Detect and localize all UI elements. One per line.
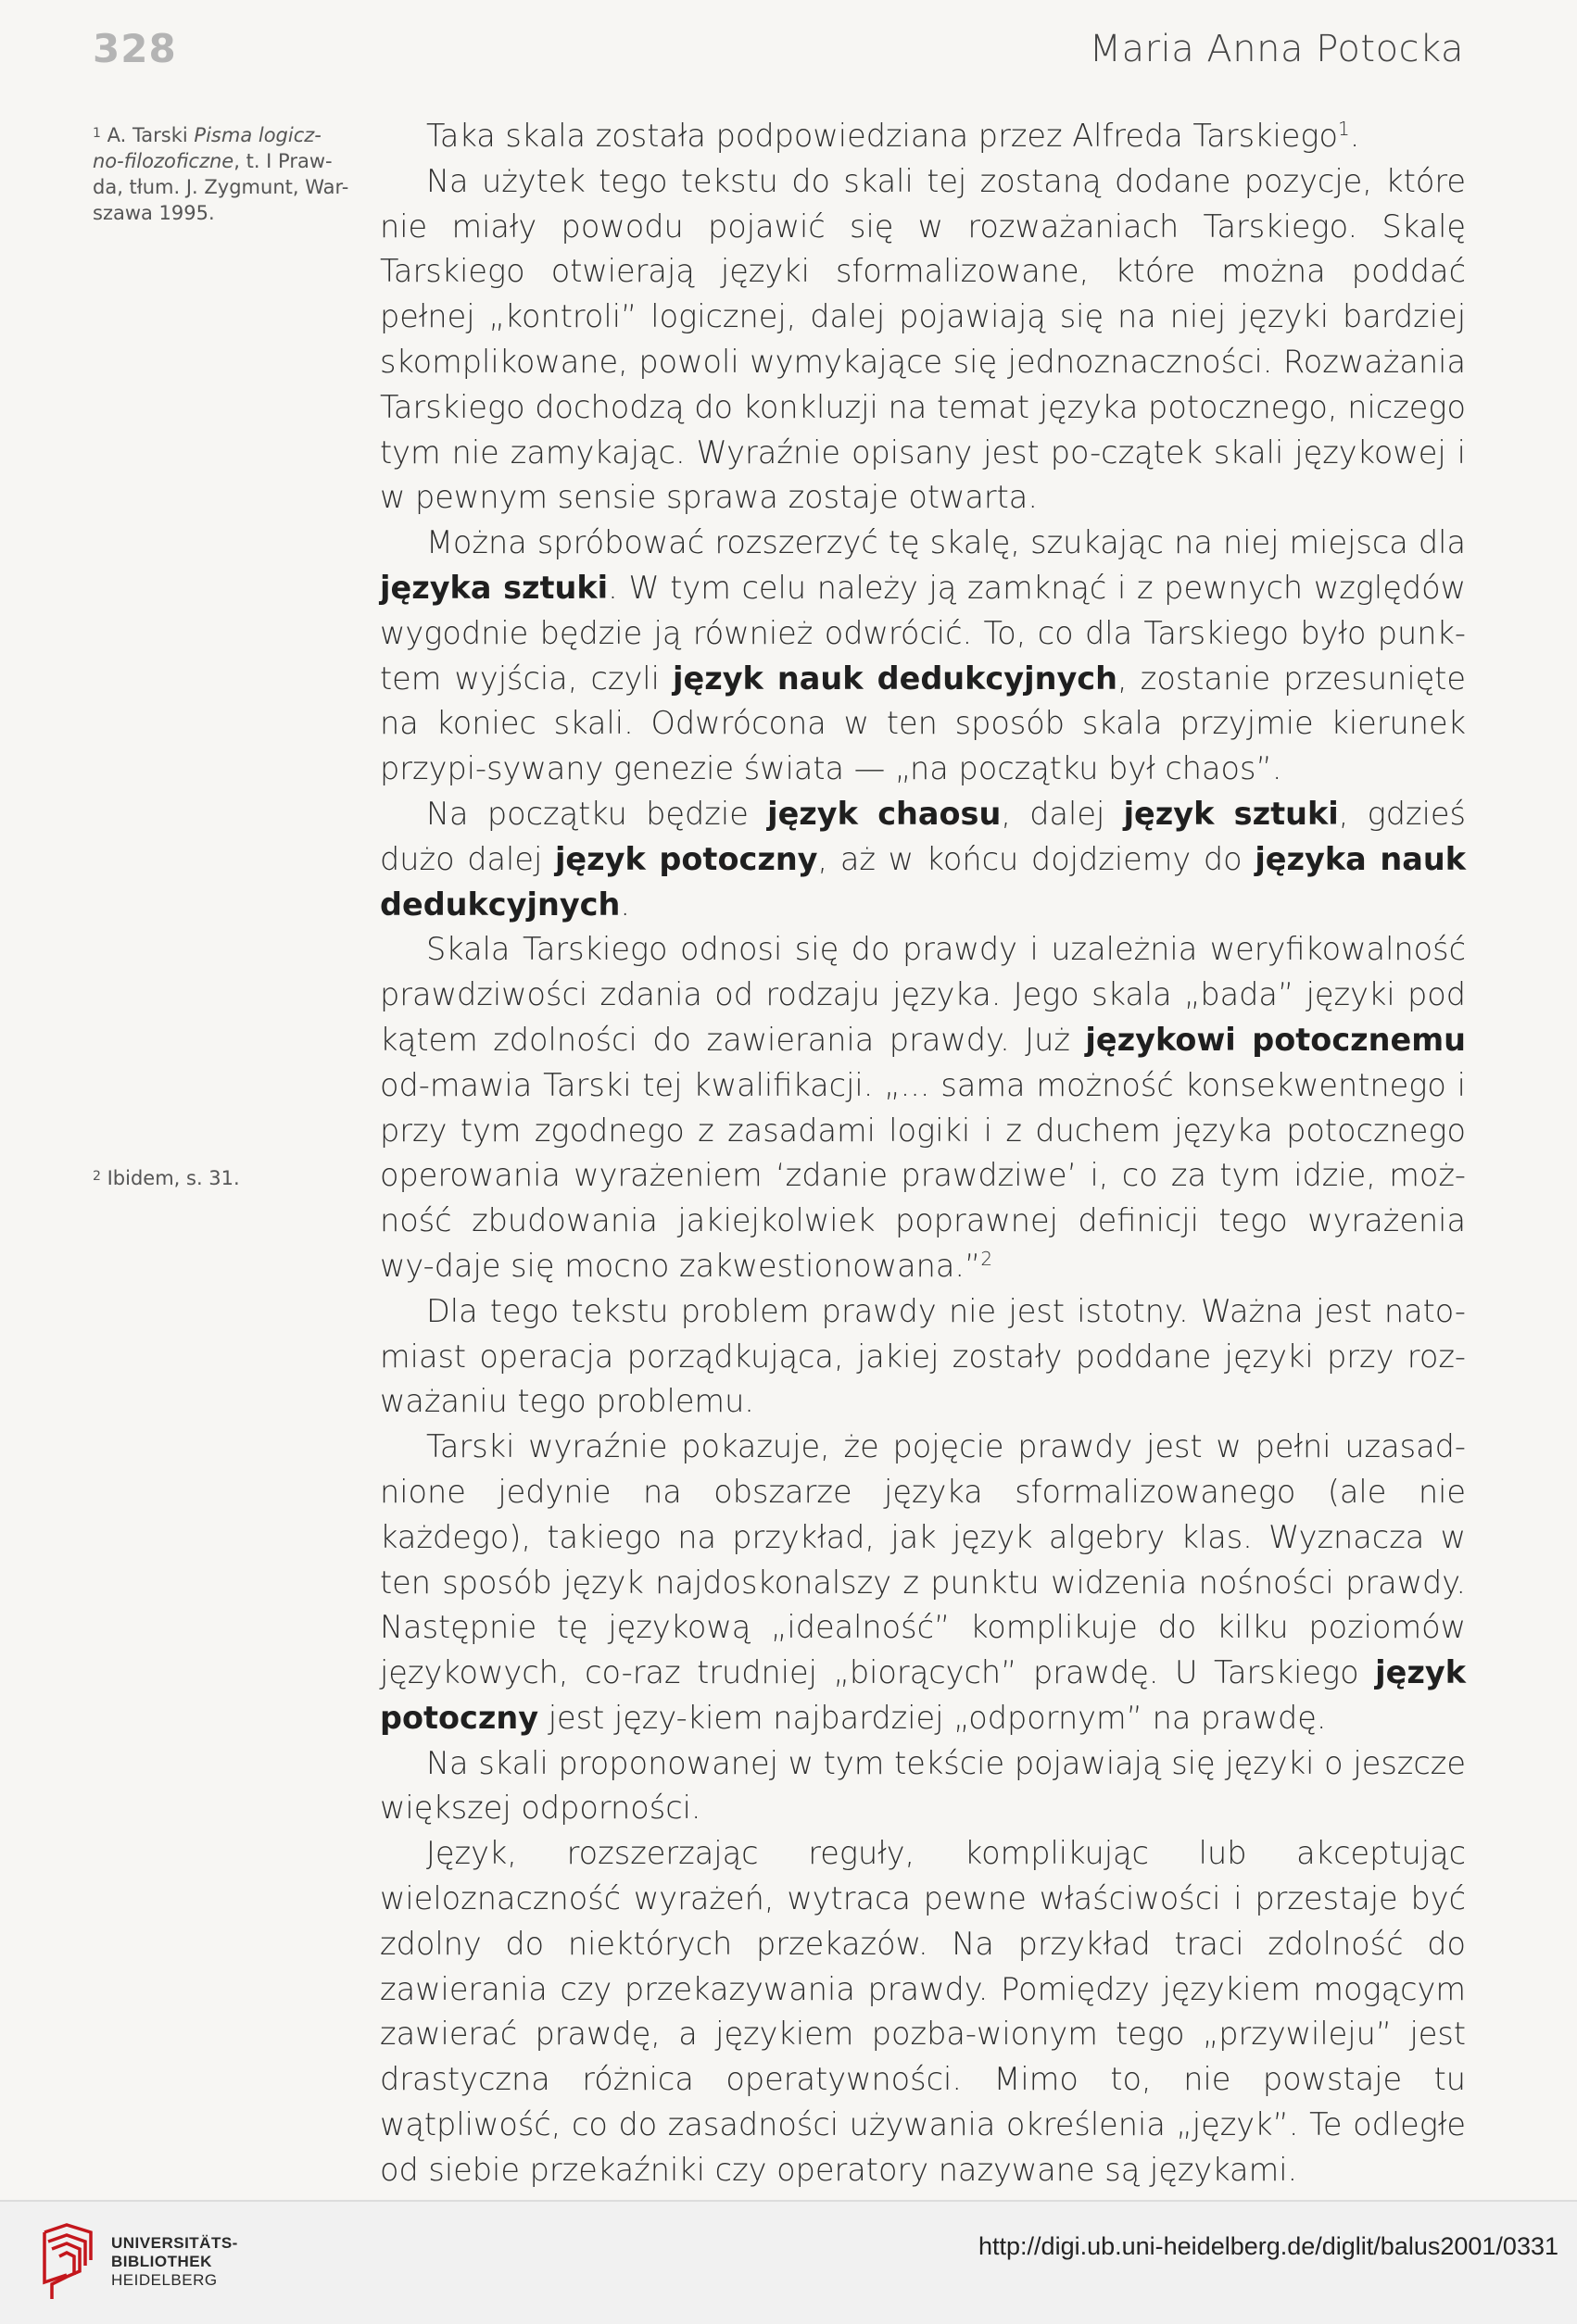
term-jezyk-potoczny: język potoczny — [380, 1654, 1466, 1736]
text-run: Na początku będzie — [426, 795, 768, 832]
text-run: , zostanie przesunięte na koniec skali. Odwrócona w ten sposób skala przyjmie kierunek przypi-sywany genezie świata — „na początku był chaos”. — [380, 660, 1466, 787]
paragraph-6: Dla tego tekstu problem prawdy nie jest istotny. Ważna jest nato-miast operacja porządkująca, jakiej zostały poddane języki przy roz-ważaniu tego problemu. — [380, 1292, 1466, 1420]
footnote-ref-2[interactable]: 2 — [980, 1247, 993, 1270]
text-run: . — [1349, 118, 1360, 154]
footnote-1-title: Pisma logicz-no-filozoficzne — [93, 124, 322, 172]
text-run: , aż w końcu dojdziemy do — [817, 840, 1255, 877]
text-run: od-mawia Tarski tej kwalifikacji. „... sama możność konsekwentnego i przy tym zgodnego z zasadami logiki i z duchem języka potocznego operowania wyrażeniem ‘zdanie prawdziwe’ i, co za tym idzie, moż-ność zbudowania jakiejkolwiek poprawnej definicji tego wyrażenia wy-daje się mocno zakwestionowana.” — [380, 1066, 1466, 1284]
body-text — [380, 114, 1466, 2193]
footnote-1 — [93, 122, 352, 226]
text-run: Skala Tarskiego odnosi się do prawdy i uzależnia weryfikowalność prawdziwości zdania od rodzaju języka. Jego skala „bada” języki pod kątem zdolności do zawierania prawdy. Już — [380, 931, 1466, 1058]
paragraph-3 — [380, 521, 1466, 792]
page-number: 328 — [93, 26, 177, 71]
library-name-line-3: HEIDELBERG — [111, 2271, 218, 2289]
text-run: Taka skala została podpowiedziana przez Alfreda Tarskiego — [426, 118, 1338, 154]
text-run: , gdzieś dużo dalej — [380, 795, 1466, 877]
library-name-line-2: BIBLIOTHEK — [111, 2253, 212, 2270]
text-run: . — [620, 886, 631, 923]
text-run: jest języ-kiem najbardziej „odpornym” na prawdę. — [538, 1699, 1327, 1736]
term-jezyk-sztuki: język sztuki — [1123, 795, 1339, 832]
paragraph-9: Język, rozszerzając reguły, komplikując lub akceptując wieloznaczność wyrażeń, wytraca pewne właściwości i przestaje być zdolny do niektórych przekazów. Na przykład traci zdolność do zawierania czy przekazywania prawdy. Pomiędzy językiem mogącym zawierać prawdę, a językiem pozba-wionym tego „przywileju” jest drastyczna różnica operatywności. Mimo to, nie powstaje tu wątpliwość, co do zasadności używania określenia „język”. Te odległe od siebie przekaźniki czy operatory nazywane są językami. — [380, 1835, 1466, 2188]
text-run: Można spróbować rozszerzyć tę skalę, szukając na niej miejsca dla — [426, 524, 1466, 561]
text-run: Tarski wyraźnie pokazuje, że pojęcie prawdy jest w pełni uzasad-nione jedynie na obszarze języka sformalizowanego (ale nie każdego), takiego na przykład, jak język algebry klas. Wyznacza w ten sposób język najdoskonalszy z punktu widzenia nośności prawdy. Następnie tę językową „idealność” komplikuje do kilku poziomów językowych, co-raz trudniej „biorących” prawdę. U Tarskiego — [380, 1428, 1466, 1691]
source-url-link[interactable]: http://digi.ub.uni-heidelberg.de/diglit/balus2001/0331 — [978, 2232, 1558, 2260]
footnote-1-rest: , t. I Praw-da, tłum. J. Zygmunt, War-szawa 1995. — [93, 150, 349, 224]
term-jezyk-chaosu: język chaosu — [767, 795, 1002, 832]
text-run: . W tym celu należy ją zamknąć i z pewnych względów wygodnie będzie ją również odwrócić. To, co dla Tarskiego było punk-tem wyjścia, czyli — [380, 569, 1466, 697]
footnote-ref-1[interactable]: 1 — [1337, 117, 1350, 140]
library-name-line-1: UNIVERSITÄTS- — [111, 2234, 238, 2252]
footnote-1-prefix: A. Tarski — [100, 124, 195, 146]
footnote-1-mark: 1 — [93, 126, 101, 141]
footnote-2 — [93, 1165, 352, 1191]
term-jezyk-sztuki: języka sztuki — [380, 569, 609, 606]
paragraph-7 — [380, 1425, 1466, 1741]
library-name — [111, 2234, 238, 2290]
footnote-2-text: Ibidem, s. 31. — [100, 1167, 240, 1189]
term-jezykowi-potocznemu: językowi potocznemu — [1085, 1021, 1466, 1058]
term-jezyk-nauk-dedukcyjnych: język nauk dedukcyjnych — [673, 660, 1117, 697]
paragraph-1 — [380, 114, 1466, 159]
paragraph-8: Na skali proponowanej w tym tekście pojawiają się języki o jeszcze większej odporności. — [380, 1744, 1466, 1827]
paragraph-5 — [380, 927, 1466, 1288]
term-jezyk-potoczny: język potoczny — [554, 840, 818, 877]
library-logo-icon — [39, 2223, 96, 2301]
term-jezyka-nauk-dedukcyjnych: języka nauk dedukcyjnych — [380, 840, 1466, 923]
text-run: , dalej — [1001, 795, 1124, 832]
running-head: Maria Anna Potocka — [1089, 28, 1464, 70]
footnote-2-mark: 2 — [93, 1169, 101, 1184]
paragraph-4 — [380, 792, 1466, 927]
paragraph-2: Na użytek tego tekstu do skali tej zostaną dodane pozycje, które nie miały powodu pojawić się w rozważaniach Tarskiego. Skalę Tarskiego otwierają języki sformalizowane, które można poddać pełnej „kontroli” logicznej, dalej pojawiają się na niej języki bardziej skomplikowane, powoli wymykające się jednoznaczności. Rozważania Tarskiego dochodzą do konkluzji na temat języka potocznego, niczego tym nie zamykając. Wyraźnie opisany jest po-czątek skali językowej i w pewnym sensie sprawa zostaje otwarta. — [380, 162, 1466, 516]
